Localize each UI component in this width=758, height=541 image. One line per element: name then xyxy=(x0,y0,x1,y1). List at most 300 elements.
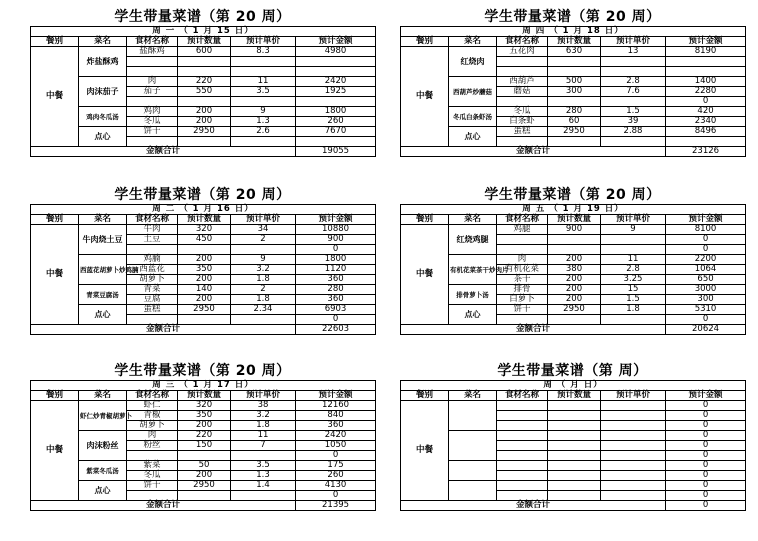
unit-price-cell xyxy=(231,245,296,255)
ingredient-cell: 土豆 xyxy=(127,235,178,245)
column-header: 餐别 xyxy=(401,215,449,225)
ingredient-cell: 鸡腿 xyxy=(497,225,548,235)
total-row xyxy=(401,325,746,335)
amount-cell: 0 xyxy=(296,451,376,461)
ingredient-cell: 肉 xyxy=(127,431,178,441)
ingredient-cell: 冬瓜 xyxy=(127,117,178,127)
menu-sheet xyxy=(30,8,375,157)
unit-price-cell xyxy=(601,67,666,77)
total-amount: 19055 xyxy=(296,147,376,157)
ingredient-cell: 白条虾 xyxy=(497,117,548,127)
ingredient-cell xyxy=(127,57,178,67)
ingredient-cell: 肉 xyxy=(127,77,178,87)
quantity-cell xyxy=(178,451,231,461)
amount-cell: 0 xyxy=(296,315,376,325)
column-header: 餐别 xyxy=(31,215,79,225)
ingredient-cell: 饼干 xyxy=(497,305,548,315)
amount-cell: 900 xyxy=(296,235,376,245)
dish-name: 虾仁炒青椒胡萝卜 xyxy=(79,401,127,431)
column-header: 菜名 xyxy=(79,37,127,47)
total-label: 金额合计 xyxy=(401,325,666,335)
amount-cell: 0 xyxy=(666,97,746,107)
dish-name: 肉沫粉丝 xyxy=(79,431,127,461)
total-row xyxy=(31,325,376,335)
total-label: 金额合计 xyxy=(401,147,666,157)
unit-price-cell: 1.3 xyxy=(231,471,296,481)
day-label: 周 四 （ 1 月 18 日） xyxy=(401,27,746,37)
column-header: 食材名称 xyxy=(127,215,178,225)
unit-price-cell xyxy=(601,441,666,451)
unit-price-cell xyxy=(601,411,666,421)
unit-price-cell xyxy=(231,315,296,325)
amount-cell: 1800 xyxy=(296,255,376,265)
unit-price-cell: 2 xyxy=(231,235,296,245)
quantity-cell: 2950 xyxy=(178,305,231,315)
column-header: 预计单价 xyxy=(601,391,666,401)
unit-price-cell: 3.5 xyxy=(231,461,296,471)
menu-table xyxy=(30,26,376,157)
quantity-cell: 200 xyxy=(548,285,601,295)
unit-price-cell xyxy=(601,245,666,255)
ingredient-cell: 胡萝卜 xyxy=(127,275,178,285)
unit-price-cell xyxy=(601,461,666,471)
amount-cell: 360 xyxy=(296,275,376,285)
table-row xyxy=(31,461,376,471)
quantity-cell xyxy=(548,67,601,77)
ingredient-cell: 有机花菜 xyxy=(497,265,548,275)
amount-cell: 1800 xyxy=(296,107,376,117)
amount-cell: 6903 xyxy=(296,305,376,315)
quantity-cell: 200 xyxy=(548,275,601,285)
quantity-cell: 320 xyxy=(178,401,231,411)
amount-cell: 0 xyxy=(666,461,746,471)
quantity-cell xyxy=(548,245,601,255)
meal-label: 中餐 xyxy=(401,47,449,147)
quantity-cell xyxy=(548,421,601,431)
unit-price-cell xyxy=(231,97,296,107)
ingredient-cell: 茄子 xyxy=(127,87,178,97)
quantity-cell: 2950 xyxy=(548,127,601,137)
column-header: 预计金额 xyxy=(296,37,376,47)
quantity-cell: 350 xyxy=(178,411,231,421)
meal-label: 中餐 xyxy=(401,225,449,325)
ingredient-cell xyxy=(497,471,548,481)
amount-cell: 7670 xyxy=(296,127,376,137)
ingredient-cell xyxy=(127,137,178,147)
ingredient-cell: 青椒 xyxy=(127,411,178,421)
ingredient-cell xyxy=(497,461,548,471)
dish-name: 有机花菜茶干炒肉片 xyxy=(449,255,497,285)
unit-price-cell: 1.8 xyxy=(231,295,296,305)
table-row xyxy=(31,481,376,491)
unit-price-cell: 1.8 xyxy=(231,421,296,431)
table-row xyxy=(31,47,376,57)
amount-cell: 2420 xyxy=(296,431,376,441)
column-header: 菜名 xyxy=(79,215,127,225)
sheet-title: 学生带量菜谱（第 20 周） xyxy=(484,9,661,25)
quantity-cell: 200 xyxy=(178,255,231,265)
amount-cell: 1925 xyxy=(296,87,376,97)
table-row xyxy=(401,401,746,411)
ingredient-cell xyxy=(497,451,548,461)
header-row xyxy=(401,391,746,401)
column-header: 预计数量 xyxy=(178,391,231,401)
ingredient-cell: 饼干 xyxy=(127,127,178,137)
quantity-cell xyxy=(178,245,231,255)
amount-cell: 4980 xyxy=(296,47,376,57)
table-row xyxy=(31,255,376,265)
ingredient-cell: 蘑菇 xyxy=(497,87,548,97)
amount-cell: 0 xyxy=(666,431,746,441)
ingredient-cell: 青菜 xyxy=(127,285,178,295)
ingredient-cell: 鸡腩 xyxy=(127,255,178,265)
day-label: 周 二 （ 1 月 16 日） xyxy=(31,205,376,215)
quantity-cell xyxy=(548,491,601,501)
unit-price-cell xyxy=(601,401,666,411)
ingredient-cell: 白萝卜 xyxy=(497,295,548,305)
amount-cell: 0 xyxy=(666,491,746,501)
quantity-cell xyxy=(178,57,231,67)
table-row xyxy=(31,127,376,137)
amount-cell: 0 xyxy=(666,315,746,325)
menu-table xyxy=(30,204,376,335)
table-row xyxy=(401,461,746,471)
total-amount: 21395 xyxy=(296,501,376,511)
quantity-cell: 2950 xyxy=(548,305,601,315)
quantity-cell: 200 xyxy=(178,421,231,431)
unit-price-cell: 2.8 xyxy=(601,265,666,275)
total-row xyxy=(31,501,376,511)
table-row xyxy=(401,481,746,491)
unit-price-cell: 9 xyxy=(601,225,666,235)
column-header: 预计数量 xyxy=(548,215,601,225)
quantity-cell: 380 xyxy=(548,265,601,275)
unit-price-cell xyxy=(601,481,666,491)
amount-cell: 0 xyxy=(666,421,746,431)
total-amount: 23126 xyxy=(666,147,746,157)
dish-name xyxy=(449,461,497,481)
amount-cell: 1064 xyxy=(666,265,746,275)
dish-name xyxy=(449,431,497,461)
quantity-cell: 300 xyxy=(548,87,601,97)
ingredient-cell: 盐酥鸡 xyxy=(127,47,178,57)
ingredient-cell: 排骨 xyxy=(497,285,548,295)
ingredient-cell: 鸡肉 xyxy=(127,107,178,117)
header-row xyxy=(31,215,376,225)
ingredient-cell xyxy=(497,315,548,325)
quantity-cell: 220 xyxy=(178,77,231,87)
dish-name: 炸盐酥鸡 xyxy=(79,47,127,77)
sheet-title: 学生带量菜谱（第 20 周） xyxy=(114,187,291,203)
ingredient-cell: 牛肉 xyxy=(127,225,178,235)
quantity-cell xyxy=(548,461,601,471)
unit-price-cell xyxy=(601,431,666,441)
column-header: 预计金额 xyxy=(296,215,376,225)
amount-cell: 8190 xyxy=(666,47,746,57)
quantity-cell: 50 xyxy=(178,461,231,471)
column-header: 餐别 xyxy=(31,37,79,47)
quantity-cell: 600 xyxy=(178,47,231,57)
dish-name: 鸡肉冬瓜汤 xyxy=(79,107,127,127)
unit-price-cell: 3.2 xyxy=(231,265,296,275)
amount-cell: 280 xyxy=(296,285,376,295)
amount-cell: 1120 xyxy=(296,265,376,275)
unit-price-cell: 2 xyxy=(231,285,296,295)
quantity-cell: 140 xyxy=(178,285,231,295)
amount-cell: 8496 xyxy=(666,127,746,137)
amount-cell: 0 xyxy=(666,471,746,481)
total-row xyxy=(401,147,746,157)
column-header: 菜名 xyxy=(79,391,127,401)
table-row xyxy=(401,255,746,265)
unit-price-cell: 7 xyxy=(231,441,296,451)
column-header: 预计金额 xyxy=(666,37,746,47)
column-header: 预计金额 xyxy=(666,391,746,401)
quantity-cell xyxy=(548,315,601,325)
table-row xyxy=(401,285,746,295)
ingredient-cell xyxy=(497,491,548,501)
quantity-cell xyxy=(548,235,601,245)
ingredient-cell xyxy=(497,411,548,421)
total-label: 金额合计 xyxy=(31,501,296,511)
ingredient-cell xyxy=(127,315,178,325)
dish-name: 点心 xyxy=(449,305,497,325)
ingredient-cell xyxy=(127,245,178,255)
table-row xyxy=(31,305,376,315)
day-row xyxy=(401,381,746,391)
unit-price-cell: 1.8 xyxy=(231,275,296,285)
quantity-cell xyxy=(178,67,231,77)
amount-cell: 0 xyxy=(666,235,746,245)
ingredient-cell: 饼干 xyxy=(127,481,178,491)
unit-price-cell xyxy=(601,491,666,501)
amount-cell: 0 xyxy=(296,245,376,255)
dish-name: 青菜豆腐汤 xyxy=(79,285,127,305)
unit-price-cell: 1.5 xyxy=(601,107,666,117)
unit-price-cell: 2.8 xyxy=(601,77,666,87)
amount-cell: 0 xyxy=(666,245,746,255)
column-header: 预计单价 xyxy=(601,215,666,225)
day-row xyxy=(401,205,746,215)
total-row xyxy=(401,501,746,511)
unit-price-cell xyxy=(601,97,666,107)
amount-cell xyxy=(666,67,746,77)
quantity-cell xyxy=(548,97,601,107)
table-row xyxy=(401,47,746,57)
total-label: 金额合计 xyxy=(31,147,296,157)
ingredient-cell xyxy=(127,67,178,77)
ingredient-cell: 西蓝花 xyxy=(127,265,178,275)
quantity-cell: 900 xyxy=(548,225,601,235)
quantity-cell xyxy=(548,137,601,147)
ingredient-cell: 西葫芦 xyxy=(497,77,548,87)
ingredient-cell xyxy=(497,421,548,431)
ingredient-cell: 虾仁 xyxy=(127,401,178,411)
amount-cell: 175 xyxy=(296,461,376,471)
amount-cell: 360 xyxy=(296,295,376,305)
quantity-cell xyxy=(548,401,601,411)
unit-price-cell xyxy=(231,67,296,77)
total-row xyxy=(31,147,376,157)
dish-name: 排骨萝卜汤 xyxy=(449,285,497,305)
ingredient-cell xyxy=(497,441,548,451)
unit-price-cell xyxy=(601,315,666,325)
meal-label: 中餐 xyxy=(401,401,449,501)
dish-name: 紫菜冬瓜汤 xyxy=(79,461,127,481)
unit-price-cell: 8.3 xyxy=(231,47,296,57)
table-row xyxy=(401,225,746,235)
amount-cell: 2420 xyxy=(296,77,376,87)
ingredient-cell xyxy=(497,57,548,67)
column-header: 餐别 xyxy=(31,391,79,401)
quantity-cell: 200 xyxy=(178,295,231,305)
ingredient-cell xyxy=(497,401,548,411)
unit-price-cell xyxy=(601,137,666,147)
unit-price-cell: 15 xyxy=(601,285,666,295)
dish-name: 点心 xyxy=(449,127,497,147)
table-row xyxy=(31,107,376,117)
column-header: 食材名称 xyxy=(497,215,548,225)
ingredient-cell: 蛋糕 xyxy=(127,305,178,315)
menu-table xyxy=(400,380,746,511)
unit-price-cell: 1.3 xyxy=(231,117,296,127)
quantity-cell xyxy=(548,471,601,481)
day-label: 周 一 （ 1 月 15 日） xyxy=(31,27,376,37)
unit-price-cell xyxy=(231,57,296,67)
table-row xyxy=(31,285,376,295)
sheet-title: 学生带量菜谱（第 20 周） xyxy=(114,9,291,25)
sheet-title: 学生带量菜谱（第 周） xyxy=(497,363,648,379)
quantity-cell xyxy=(178,491,231,501)
ingredient-cell: 胡萝卜 xyxy=(127,421,178,431)
menu-sheet xyxy=(30,186,375,335)
ingredient-cell: 冬瓜 xyxy=(127,471,178,481)
column-header: 食材名称 xyxy=(497,37,548,47)
day-row xyxy=(31,205,376,215)
dish-name xyxy=(449,401,497,431)
quantity-cell: 500 xyxy=(548,77,601,87)
column-header: 预计数量 xyxy=(178,215,231,225)
amount-cell: 2200 xyxy=(666,255,746,265)
quantity-cell: 150 xyxy=(178,441,231,451)
ingredient-cell xyxy=(497,481,548,491)
quantity-cell: 2950 xyxy=(178,481,231,491)
amount-cell xyxy=(666,137,746,147)
column-header: 餐别 xyxy=(401,391,449,401)
ingredient-cell: 蛋糕 xyxy=(497,127,548,137)
unit-price-cell: 7.6 xyxy=(601,87,666,97)
quantity-cell xyxy=(548,441,601,451)
amount-cell xyxy=(666,57,746,67)
column-header: 预计金额 xyxy=(666,215,746,225)
amount-cell: 0 xyxy=(666,401,746,411)
unit-price-cell: 9 xyxy=(231,107,296,117)
table-row xyxy=(31,77,376,87)
total-amount: 22603 xyxy=(296,325,376,335)
menu-table xyxy=(400,26,746,157)
unit-price-cell xyxy=(601,421,666,431)
column-header: 菜名 xyxy=(449,391,497,401)
unit-price-cell xyxy=(601,451,666,461)
amount-cell: 0 xyxy=(666,481,746,491)
column-header: 预计单价 xyxy=(231,215,296,225)
amount-cell: 0 xyxy=(296,491,376,501)
unit-price-cell: 1.8 xyxy=(601,305,666,315)
quantity-cell: 280 xyxy=(548,107,601,117)
quantity-cell xyxy=(178,97,231,107)
menu-sheet xyxy=(400,8,745,157)
unit-price-cell: 13 xyxy=(601,47,666,57)
amount-cell: 4130 xyxy=(296,481,376,491)
amount-cell: 260 xyxy=(296,117,376,127)
menu-sheet xyxy=(400,362,745,511)
amount-cell: 10880 xyxy=(296,225,376,235)
dish-name: 西蓝花胡萝卜炒鸡腩 xyxy=(79,255,127,285)
unit-price-cell: 11 xyxy=(231,77,296,87)
meal-label: 中餐 xyxy=(31,47,79,147)
amount-cell: 840 xyxy=(296,411,376,421)
ingredient-cell xyxy=(497,245,548,255)
quantity-cell: 200 xyxy=(178,275,231,285)
quantity-cell xyxy=(178,315,231,325)
unit-price-cell xyxy=(231,491,296,501)
ingredient-cell xyxy=(497,137,548,147)
unit-price-cell: 11 xyxy=(231,431,296,441)
total-amount: 0 xyxy=(666,501,746,511)
column-header: 餐别 xyxy=(401,37,449,47)
amount-cell: 300 xyxy=(666,295,746,305)
dish-name: 点心 xyxy=(79,305,127,325)
quantity-cell xyxy=(548,411,601,421)
quantity-cell: 2950 xyxy=(178,127,231,137)
quantity-cell xyxy=(178,137,231,147)
quantity-cell: 630 xyxy=(548,47,601,57)
day-label: 周 五 （ 1 月 19 日） xyxy=(401,205,746,215)
dish-name: 西葫芦炒蘑菇 xyxy=(449,77,497,107)
header-row xyxy=(401,37,746,47)
column-header: 预计单价 xyxy=(601,37,666,47)
quantity-cell: 200 xyxy=(548,295,601,305)
ingredient-cell: 五花肉 xyxy=(497,47,548,57)
quantity-cell: 200 xyxy=(178,471,231,481)
unit-price-cell: 3.2 xyxy=(231,411,296,421)
column-header: 预计数量 xyxy=(548,391,601,401)
day-row xyxy=(31,27,376,37)
table-row xyxy=(31,225,376,235)
meal-label: 中餐 xyxy=(31,401,79,501)
dish-name: 冬瓜白条虾汤 xyxy=(449,107,497,127)
day-label: 周 三 （ 1 月 17 日） xyxy=(31,381,376,391)
header-row xyxy=(401,215,746,225)
ingredient-cell: 紫菜 xyxy=(127,461,178,471)
amount-cell: 0 xyxy=(666,411,746,421)
amount-cell: 0 xyxy=(666,441,746,451)
header-row xyxy=(31,391,376,401)
table-row xyxy=(401,431,746,441)
unit-price-cell: 3.5 xyxy=(231,87,296,97)
ingredient-cell xyxy=(127,97,178,107)
menu-sheet xyxy=(400,186,745,335)
unit-price-cell xyxy=(601,235,666,245)
ingredient-cell xyxy=(497,67,548,77)
ingredient-cell xyxy=(127,491,178,501)
dish-name: 牛肉烧土豆 xyxy=(79,225,127,255)
amount-cell: 2280 xyxy=(666,87,746,97)
dish-name: 点心 xyxy=(79,481,127,501)
menu-table xyxy=(400,204,746,335)
ingredient-cell xyxy=(497,97,548,107)
header-row xyxy=(31,37,376,47)
